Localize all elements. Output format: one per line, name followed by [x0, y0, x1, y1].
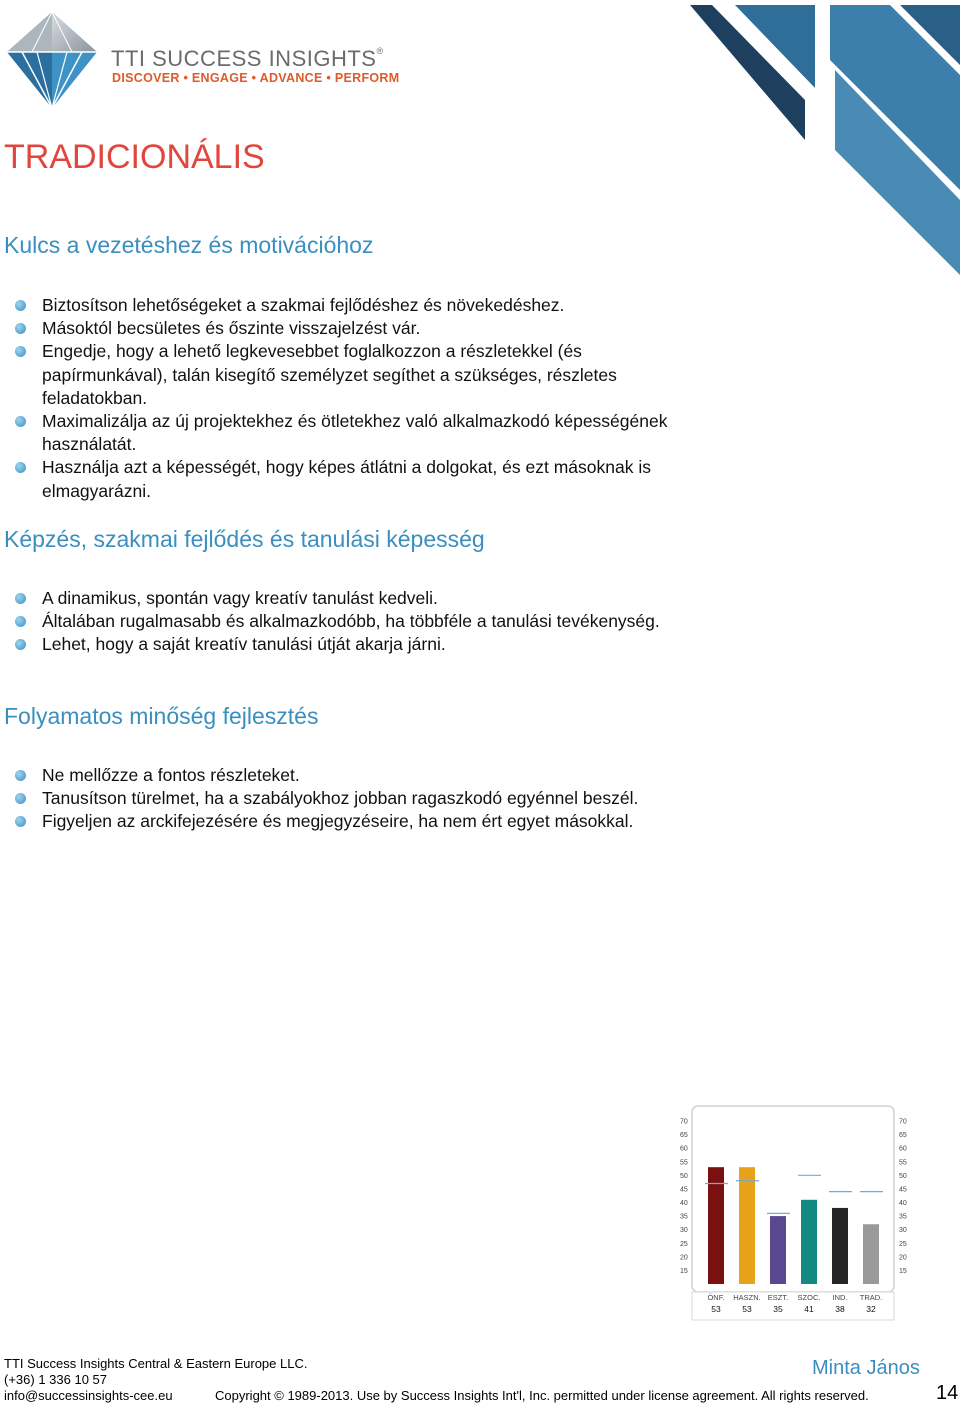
- value-label: 35: [773, 1304, 783, 1314]
- y-tick-label-left: 50: [680, 1172, 688, 1180]
- bar: [863, 1224, 879, 1284]
- footer-phone: (+36) 1 336 10 57: [4, 1372, 107, 1387]
- y-tick-label-right: 40: [899, 1200, 907, 1207]
- y-tick-label-left: 20: [680, 1254, 688, 1262]
- logo-wordmark: TTI SUCCESS INSIGHTS®: [111, 46, 384, 71]
- y-tick-label-right: 65: [899, 1132, 907, 1140]
- bar: [832, 1208, 848, 1284]
- list-item: Engedje, hogy a lehető legkevesebbet foglalkozzon a részletekkel (és papírmunkával), talán kisegítő személyzet segíthet a szükséges, részletes feladatokban.: [14, 340, 674, 410]
- y-tick-label-left: 55: [680, 1159, 688, 1167]
- list-item: Másoktól becsületes és őszinte visszajelzést vár.: [14, 317, 674, 340]
- bar: [739, 1167, 755, 1284]
- list-item: Használja azt a képességét, hogy képes átlátni a dolgokat, és ezt másoknak is elmagyarázni.: [14, 456, 674, 502]
- list-item: A dinamikus, spontán vagy kreatív tanulást kedveli.: [14, 587, 674, 610]
- y-tick-label-left: 30: [680, 1227, 688, 1235]
- y-tick-label-left: 25: [680, 1240, 688, 1248]
- y-tick-label-left: 15: [680, 1267, 688, 1275]
- y-tick-label-left: 40: [680, 1200, 688, 1207]
- value-label: 53: [742, 1304, 752, 1314]
- category-label: HASZN.: [733, 1293, 761, 1302]
- section-title-training: Képzés, szakmai fejlődés és tanulási képesség: [4, 526, 485, 552]
- y-tick-label-right: 15: [899, 1267, 907, 1275]
- list-item: Tanusítson türelmet, ha a szabályokhoz jobban ragaszkodó egyénnel beszél.: [14, 787, 674, 810]
- footer-person-name: Minta János: [812, 1357, 920, 1379]
- footer-company: TTI Success Insights Central & Eastern Europe LLC.: [4, 1356, 308, 1371]
- section-title-leadership: Kulcs a vezetéshez és motivációhoz: [4, 232, 374, 258]
- page-title: TRADICIONÁLIS: [4, 138, 265, 176]
- footer-email: info@successinsights-cee.eu: [4, 1388, 173, 1403]
- list-item: Lehet, hogy a saját kreatív tanulási útját akarja járni.: [14, 633, 674, 656]
- diamond-logo-icon: [2, 10, 102, 110]
- logo-tagline: DISCOVER • ENGAGE • ADVANCE • PERFORM: [112, 71, 400, 85]
- value-label: 38: [835, 1304, 845, 1314]
- category-label: ÖNF.: [707, 1293, 725, 1302]
- y-tick-label-right: 50: [899, 1172, 907, 1180]
- y-tick-label-right: 35: [899, 1213, 907, 1221]
- category-label: SZOC.: [797, 1293, 821, 1302]
- list-leadership: [14, 294, 674, 503]
- page-number: 14: [936, 1382, 959, 1404]
- y-tick-label-right: 20: [899, 1254, 907, 1262]
- category-label: IND.: [832, 1293, 848, 1302]
- list-item: Általában rugalmasabb és alkalmazkodóbb, ha többféle a tanulási tevékenység.: [14, 610, 674, 633]
- list-item: Maximalizálja az új projektekhez és ötletekhez való alkalmazkodó képességének használatát.: [14, 410, 674, 456]
- y-tick-label-left: 70: [680, 1118, 688, 1126]
- y-tick-label-left: 35: [680, 1213, 688, 1221]
- value-label: 32: [866, 1304, 876, 1314]
- decorative-stripes: [690, 0, 960, 280]
- motivators-bar-chart: [672, 1100, 922, 1325]
- footer-copyright: Copyright © 1989-2013. Use by Success Insights Int'l, Inc. permitted under license agreement. All rights reserved.: [215, 1388, 869, 1403]
- list-item: Figyeljen az arckifejezésére és megjegyzéseire, ha nem ért egyet másokkal.: [14, 810, 674, 833]
- category-label: ESZT.: [767, 1293, 789, 1302]
- y-tick-label-right: 30: [899, 1227, 907, 1235]
- list-quality: [14, 764, 674, 834]
- y-tick-label-right: 25: [899, 1240, 907, 1248]
- bar: [801, 1200, 817, 1284]
- y-tick-label-right: 55: [899, 1159, 907, 1167]
- bar: [708, 1167, 724, 1284]
- value-label: 41: [804, 1304, 814, 1314]
- list-item: Ne mellőzze a fontos részleteket.: [14, 764, 674, 787]
- y-tick-label-left: 45: [680, 1186, 688, 1194]
- value-label: 53: [711, 1304, 721, 1314]
- list-training: [14, 587, 674, 657]
- y-tick-label-right: 60: [899, 1145, 907, 1153]
- section-title-quality: Folyamatos minőség fejlesztés: [4, 703, 319, 729]
- y-tick-label-left: 65: [680, 1132, 688, 1140]
- bar: [770, 1216, 786, 1284]
- category-label: TRAD.: [859, 1293, 883, 1302]
- y-tick-label-right: 70: [899, 1118, 907, 1126]
- y-tick-label-left: 60: [680, 1145, 688, 1153]
- list-item: Biztosítson lehetőségeket a szakmai fejlődéshez és növekedéshez.: [14, 294, 674, 317]
- y-tick-label-right: 45: [899, 1186, 907, 1194]
